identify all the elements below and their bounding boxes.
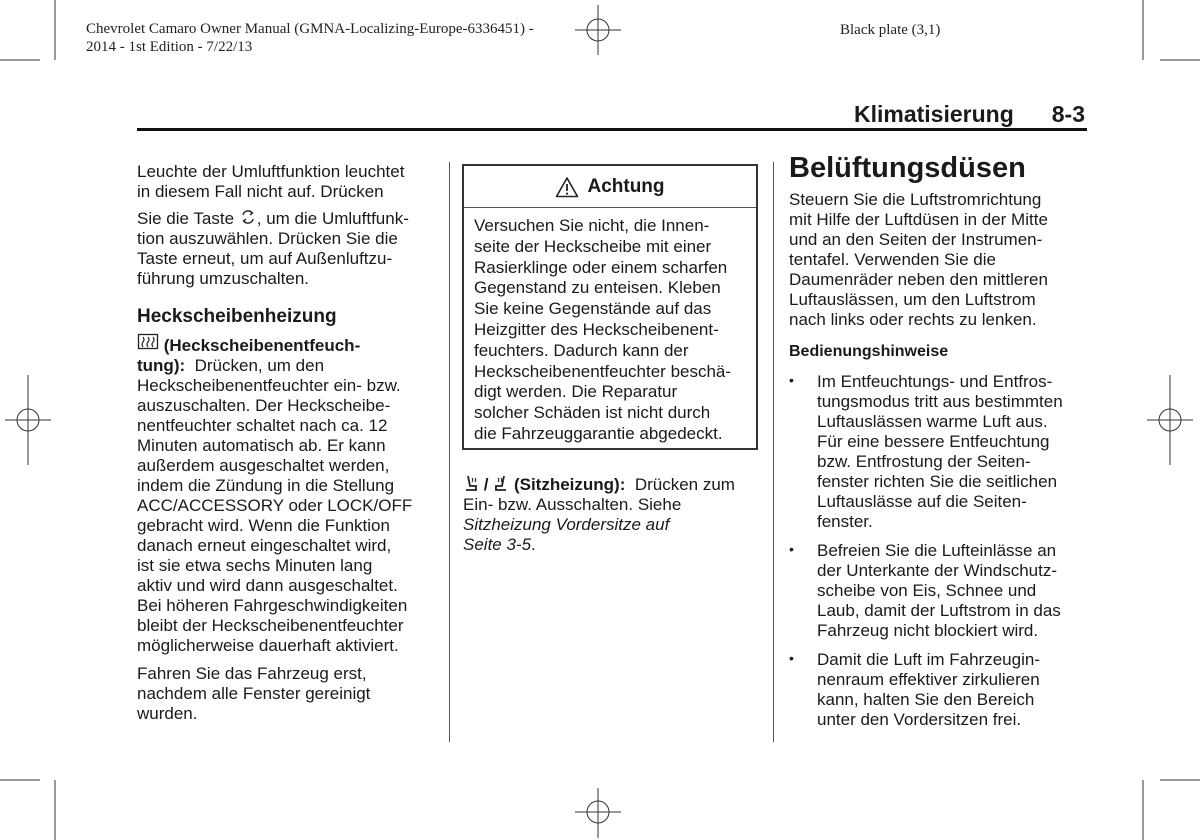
list-item xyxy=(789,372,1089,532)
cross-reference[interactable]: Seite 3-5 xyxy=(463,535,532,554)
paragraph xyxy=(789,190,1089,330)
text-line: solcher Schäden ist nicht durch xyxy=(474,403,711,423)
text-line: wurden. xyxy=(137,704,198,723)
seat-heat-icon xyxy=(463,474,479,492)
text-line: führung umzuschalten. xyxy=(137,269,309,288)
text-fragment: Sie die Taste xyxy=(137,209,235,228)
text-line: scheibe von Eis, Schnee und xyxy=(817,581,1037,600)
text-line: seite der Heckscheibe mit einer xyxy=(474,236,712,256)
text-line: nachdem alle Fenster gereinigt xyxy=(137,684,371,703)
paragraph xyxy=(137,333,437,656)
text-line: Ein- bzw. Ausschalten. Siehe xyxy=(463,495,682,514)
text-line: Taste erneut, um auf Außenluftzu- xyxy=(137,249,393,268)
text-line: tungsmodus tritt aus bestimmten xyxy=(817,392,1063,411)
text-line: Minuten automatisch ab. Er kann xyxy=(137,436,386,455)
paragraph xyxy=(137,162,437,289)
seat-heat-paragraph xyxy=(463,474,763,555)
text-line: unter den Vordersitzen frei. xyxy=(817,710,1022,729)
term-label: tung): xyxy=(137,356,186,375)
bullet-icon: • xyxy=(789,541,794,557)
warning-header xyxy=(464,166,756,208)
text-line: Heizgitter des Heckscheibenent- xyxy=(474,319,719,339)
text-line: tentafel. Verwenden Sie die xyxy=(789,250,996,269)
list-item xyxy=(789,650,1089,730)
registration-mark-icon xyxy=(575,788,621,838)
rear-defog-icon xyxy=(137,333,159,353)
print-header-line2: 2014 - 1st Edition - 7/22/13 xyxy=(86,39,253,55)
bullet-icon: • xyxy=(789,650,794,666)
text-line: und an den Seiten der Instrumen- xyxy=(789,230,1043,249)
text-line: feuchters. Dadurch kann der xyxy=(474,340,689,360)
registration-mark-icon xyxy=(575,5,621,55)
text-line: Daumenräder neben den mittleren xyxy=(789,270,1048,289)
column-divider xyxy=(773,162,774,742)
text-line: ist sie etwa sechs Minuten lang xyxy=(137,556,373,575)
registration-mark-icon xyxy=(1147,375,1193,465)
text-line: Im Entfeuchtungs- und Entfros- xyxy=(817,372,1053,391)
text-line: Luftauslässen warme Luft aus. xyxy=(817,412,1048,431)
paragraph xyxy=(137,664,437,724)
warning-triangle-icon xyxy=(555,176,579,198)
column-divider xyxy=(449,162,450,742)
text-line: Luftauslässe auf die Seiten- xyxy=(817,492,1027,511)
text-line: Luftauslässen, um den Luftstrom xyxy=(789,290,1036,309)
recirculation-icon xyxy=(239,208,257,226)
text-line: bzw. Entfrostung der Seiten- xyxy=(817,452,1031,471)
text-line: Bei höheren Fahrgeschwindigkeiten xyxy=(137,596,408,615)
text-line: indem die Zündung in die Stellung xyxy=(137,476,395,495)
cross-reference[interactable]: Sitzheizung Vordersitze auf xyxy=(463,515,670,534)
text-fragment: Drücken, um den xyxy=(194,356,325,375)
text-line: die Fahrzeuggarantie abgedeckt. xyxy=(474,423,723,443)
text-line: Fahren Sie das Fahrzeug erst, xyxy=(137,664,367,683)
text-line: auszuschalten. Der Heckscheibe- xyxy=(137,396,391,415)
text-line: ACC/ACCESSORY oder LOCK/OFF xyxy=(137,496,413,515)
text-line: nach links oder rechts zu lenken. xyxy=(789,310,1037,329)
text-line: digt werden. Die Reparatur xyxy=(474,382,678,402)
text-line: Heckscheibenentfeuchter ein- bzw. xyxy=(137,376,401,395)
plate-label: Black plate (3,1) xyxy=(840,22,941,38)
chapter-heading xyxy=(854,101,1085,128)
text-line: Heckscheibenentfeuchter beschä- xyxy=(474,361,732,381)
column-3 xyxy=(789,152,1089,739)
text-fragment: . xyxy=(531,535,536,554)
text-line xyxy=(137,208,409,229)
text-line: Versuchen Sie nicht, die Innen- xyxy=(474,216,710,235)
chapter-rule xyxy=(137,128,1087,131)
text-line: außerdem ausgeschaltet werden, xyxy=(137,456,390,475)
text-line: gebracht wird. Wenn die Funktion xyxy=(137,516,390,535)
page-number: 8-3 xyxy=(1051,101,1085,127)
warning-text xyxy=(474,216,754,445)
text-line: fenster richten Sie die seitlichen xyxy=(817,472,1058,491)
text-line: Rasierklinge oder einem scharfen xyxy=(474,257,728,277)
text-line: kann, halten Sie den Bereich xyxy=(817,690,1035,709)
text-line: bleibt der Heckscheibenentfeuchter xyxy=(137,616,404,635)
text-fragment: Drücken zum xyxy=(634,475,735,494)
text-line: Sie keine Gegenstände auf das xyxy=(474,299,712,319)
bullet-list xyxy=(789,372,1089,730)
text-line: Laub, damit der Luftstrom in das xyxy=(817,601,1061,620)
text-line: tion auszuwählen. Drücken Sie die xyxy=(137,229,398,248)
text-fragment: , um die Umluftfunk- xyxy=(256,209,409,228)
section-heading: Heckscheibenheizung xyxy=(137,306,337,327)
text-line: Gegenstand zu enteisen. Kleben xyxy=(474,278,721,298)
print-header-line1: Chevrolet Camaro Owner Manual (GMNA-Localizing-Europe-6336451) - xyxy=(86,21,534,37)
text-line: aktiv und wird dann ausgeschaltet. xyxy=(137,576,398,595)
sub-heading: Bedienungshinweise xyxy=(789,343,949,360)
text-line: Fahrzeug nicht blockiert wird. xyxy=(817,621,1039,640)
seat-heat-icon xyxy=(493,474,509,492)
text-line: danach erneut eingeschaltet wird, xyxy=(137,536,392,555)
term-label: (Heckscheibenentfeuch- xyxy=(163,336,361,355)
registration-mark-icon xyxy=(5,375,51,465)
text-line: nentfeuchter schaltet nach ca. 12 xyxy=(137,416,388,435)
text-line: in diesem Fall nicht auf. Drücken xyxy=(137,182,384,201)
text-line: Leuchte der Umluftfunktion leuchtet xyxy=(137,162,405,181)
text-line: möglicherweise dauerhaft aktiviert. xyxy=(137,636,399,655)
section-title: Belüftungsdüsen xyxy=(789,152,1026,184)
text-line: Damit die Luft im Fahrzeugin- xyxy=(817,650,1040,669)
bullet-icon: • xyxy=(789,372,794,388)
warning-title: Achtung xyxy=(587,175,665,197)
text-line: Für eine bessere Entfeuchtung xyxy=(817,432,1050,451)
text-line: nenraum effektiver zirkulieren xyxy=(817,670,1040,689)
chapter-title: Klimatisierung xyxy=(853,101,1014,127)
text-line: der Unterkante der Windschutz- xyxy=(817,561,1057,580)
warning-box xyxy=(462,164,758,450)
term-label: (Sitzheizung): xyxy=(513,475,626,494)
text-line: mit Hilfe der Luftdüsen in der Mitte xyxy=(789,210,1048,229)
separator: / xyxy=(483,475,489,494)
column-1 xyxy=(137,162,437,724)
text-line: Befreien Sie die Lufteinlässe an xyxy=(817,541,1057,560)
text-line: Steuern Sie die Luftstromrichtung xyxy=(789,190,1042,209)
list-item xyxy=(789,541,1089,641)
text-line: fenster. xyxy=(817,512,873,531)
